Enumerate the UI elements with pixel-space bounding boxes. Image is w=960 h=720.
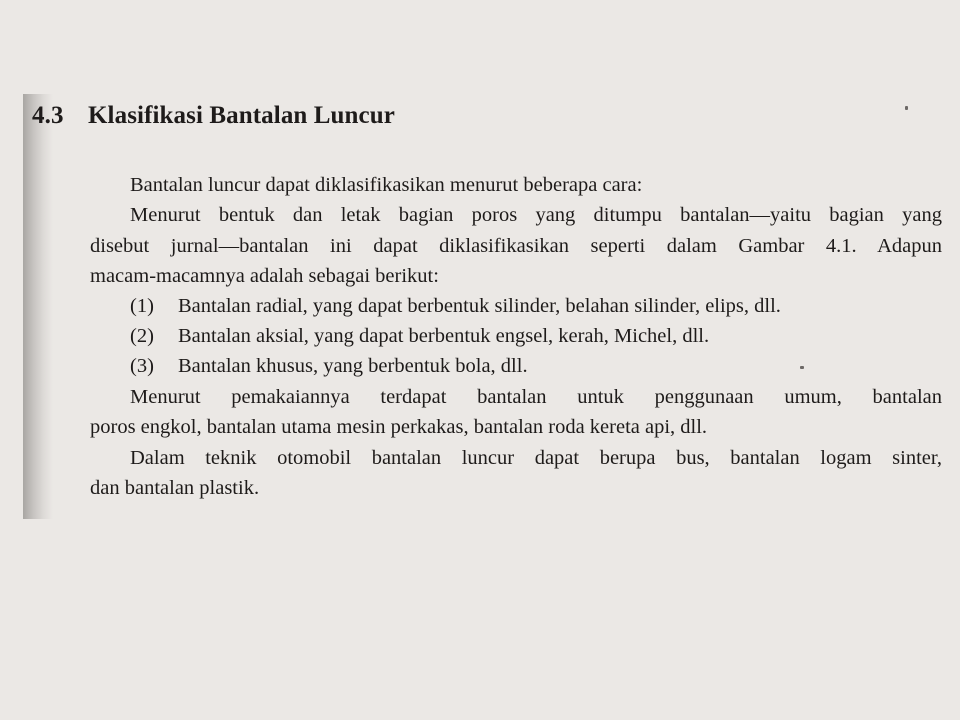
- list-item-text: Bantalan khusus, yang berbentuk bola, dll.: [178, 355, 528, 377]
- list-item: [130, 356, 528, 377]
- list-item: [130, 296, 781, 317]
- list-marker: (2): [130, 325, 154, 347]
- paragraph-2-line-1: Menurut bentuk dan letak bagian poros yang ditumpu bantalan—yaitu bagian yang: [130, 204, 942, 226]
- paragraph-2-line-2: disebut jurnal—bantalan ini dapat diklasifikasikan seperti dalam Gambar 4.1. Adapun: [90, 235, 942, 257]
- book-spine-shadow: [23, 94, 53, 519]
- list-item: [130, 326, 709, 347]
- list-marker: (1): [130, 295, 154, 317]
- paragraph-4-line-1: Dalam teknik otomobil bantalan luncur dapat berupa bus, bantalan logam sinter,: [130, 447, 942, 469]
- scan-speck: [800, 366, 804, 369]
- list-item-text: Bantalan radial, yang dapat berbentuk silinder, belahan silinder, elips, dll.: [178, 295, 781, 317]
- paragraph-3-line-2: poros engkol, bantalan utama mesin perkakas, bantalan roda kereta api, dll.: [90, 416, 708, 438]
- paragraph-2-line-3: macam-macamnya adalah sebagai berikut:: [90, 265, 439, 287]
- list-marker: (3): [130, 355, 154, 377]
- paragraph-4-line-2: dan bantalan plastik.: [90, 477, 260, 499]
- paragraph-3-line-1: Menurut pemakaiannya terdapat bantalan untuk penggunaan umum, bantalan: [130, 386, 942, 408]
- section-heading: [32, 102, 395, 130]
- paragraph-intro: Bantalan luncur dapat diklasifikasikan menurut beberapa cara:: [130, 174, 643, 196]
- list-item-text: Bantalan aksial, yang dapat berbentuk engsel, kerah, Michel, dll.: [178, 325, 710, 347]
- scan-speck: [905, 106, 908, 110]
- section-title: Klasifikasi Bantalan Luncur: [88, 102, 395, 129]
- section-number: 4.3: [32, 102, 64, 129]
